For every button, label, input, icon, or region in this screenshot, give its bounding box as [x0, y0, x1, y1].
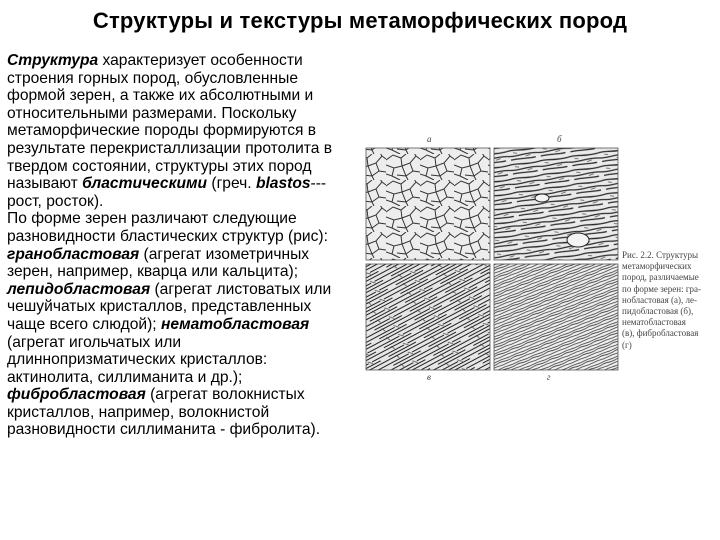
term-nematoblastic: нематобластовая [160, 315, 310, 333]
panel-nematoblastic [366, 264, 490, 370]
caption-line: нобластовая (а), ле- [622, 294, 697, 305]
text-segment: (агрегат игольчатых или длиннопризматических кристаллов: актинолита, силлиманита и др.); [7, 333, 268, 386]
panel-granoblastic [366, 148, 490, 260]
panel-label-b: б [557, 134, 562, 144]
caption-line: Рис. 2.2. Структуры [622, 250, 698, 260]
panel-label-g: г [547, 372, 551, 382]
body-text [7, 52, 347, 439]
paragraph-structure-definition [7, 52, 347, 210]
text-segment: (агрегат изометричных зерен, например, кварца или кальцита); [7, 245, 310, 281]
term-fibroblastic: фибробластовая [7, 386, 146, 404]
text-segment: По форме зерен различают следующие разновидности бластических структур (рис): [7, 210, 328, 245]
caption-line: по форме зерен: гра- [622, 283, 701, 294]
term-blastic: бластическими [82, 175, 208, 193]
slide-title: Структуры и текстуры метаморфических пород [92, 8, 628, 33]
term-structure: Структура [7, 52, 99, 69]
text-segment: характеризует особенности строения горных пород, обусловленные формой зерен, а также их абсолютными и относительными размерами. Поскольку метаморфические породы формируются в результате перекристаллизации протолита в твердом состоянии, структуры этих пород называют [7, 52, 333, 193]
figure-caption [622, 250, 720, 351]
panel-label-v: в [427, 372, 431, 382]
panel-lepidoblastic [494, 148, 618, 260]
caption-line: (г) [622, 339, 632, 350]
text-segment: ---рост, росток). [7, 175, 327, 210]
panel-fibroblastic [494, 264, 618, 370]
term-blastos: blastos [255, 175, 311, 193]
paragraph-structure-types [7, 210, 347, 439]
term-granoblastic: гранобластовая [7, 245, 140, 263]
caption-line: пидобластовая (б), [622, 306, 694, 317]
caption-line: (в), фибробластовая [622, 328, 699, 339]
text-segment: (агрегат волокнистых кристаллов, например, волокнистой разновидности силлиманита - фибролита). [7, 386, 321, 439]
text-segment: (греч. [207, 175, 256, 193]
caption-line: метаморфических [622, 261, 692, 272]
panel-label-a: а [427, 134, 432, 144]
text-segment: (агрегат листоватых или чешуйчатых кристаллов, представленных чаще всего слюдой); [7, 280, 332, 333]
term-lepidoblastic: лепидобластовая [7, 280, 151, 298]
caption-line: пород, различаемые [622, 272, 699, 283]
caption-line: нематобластовая [622, 317, 686, 328]
